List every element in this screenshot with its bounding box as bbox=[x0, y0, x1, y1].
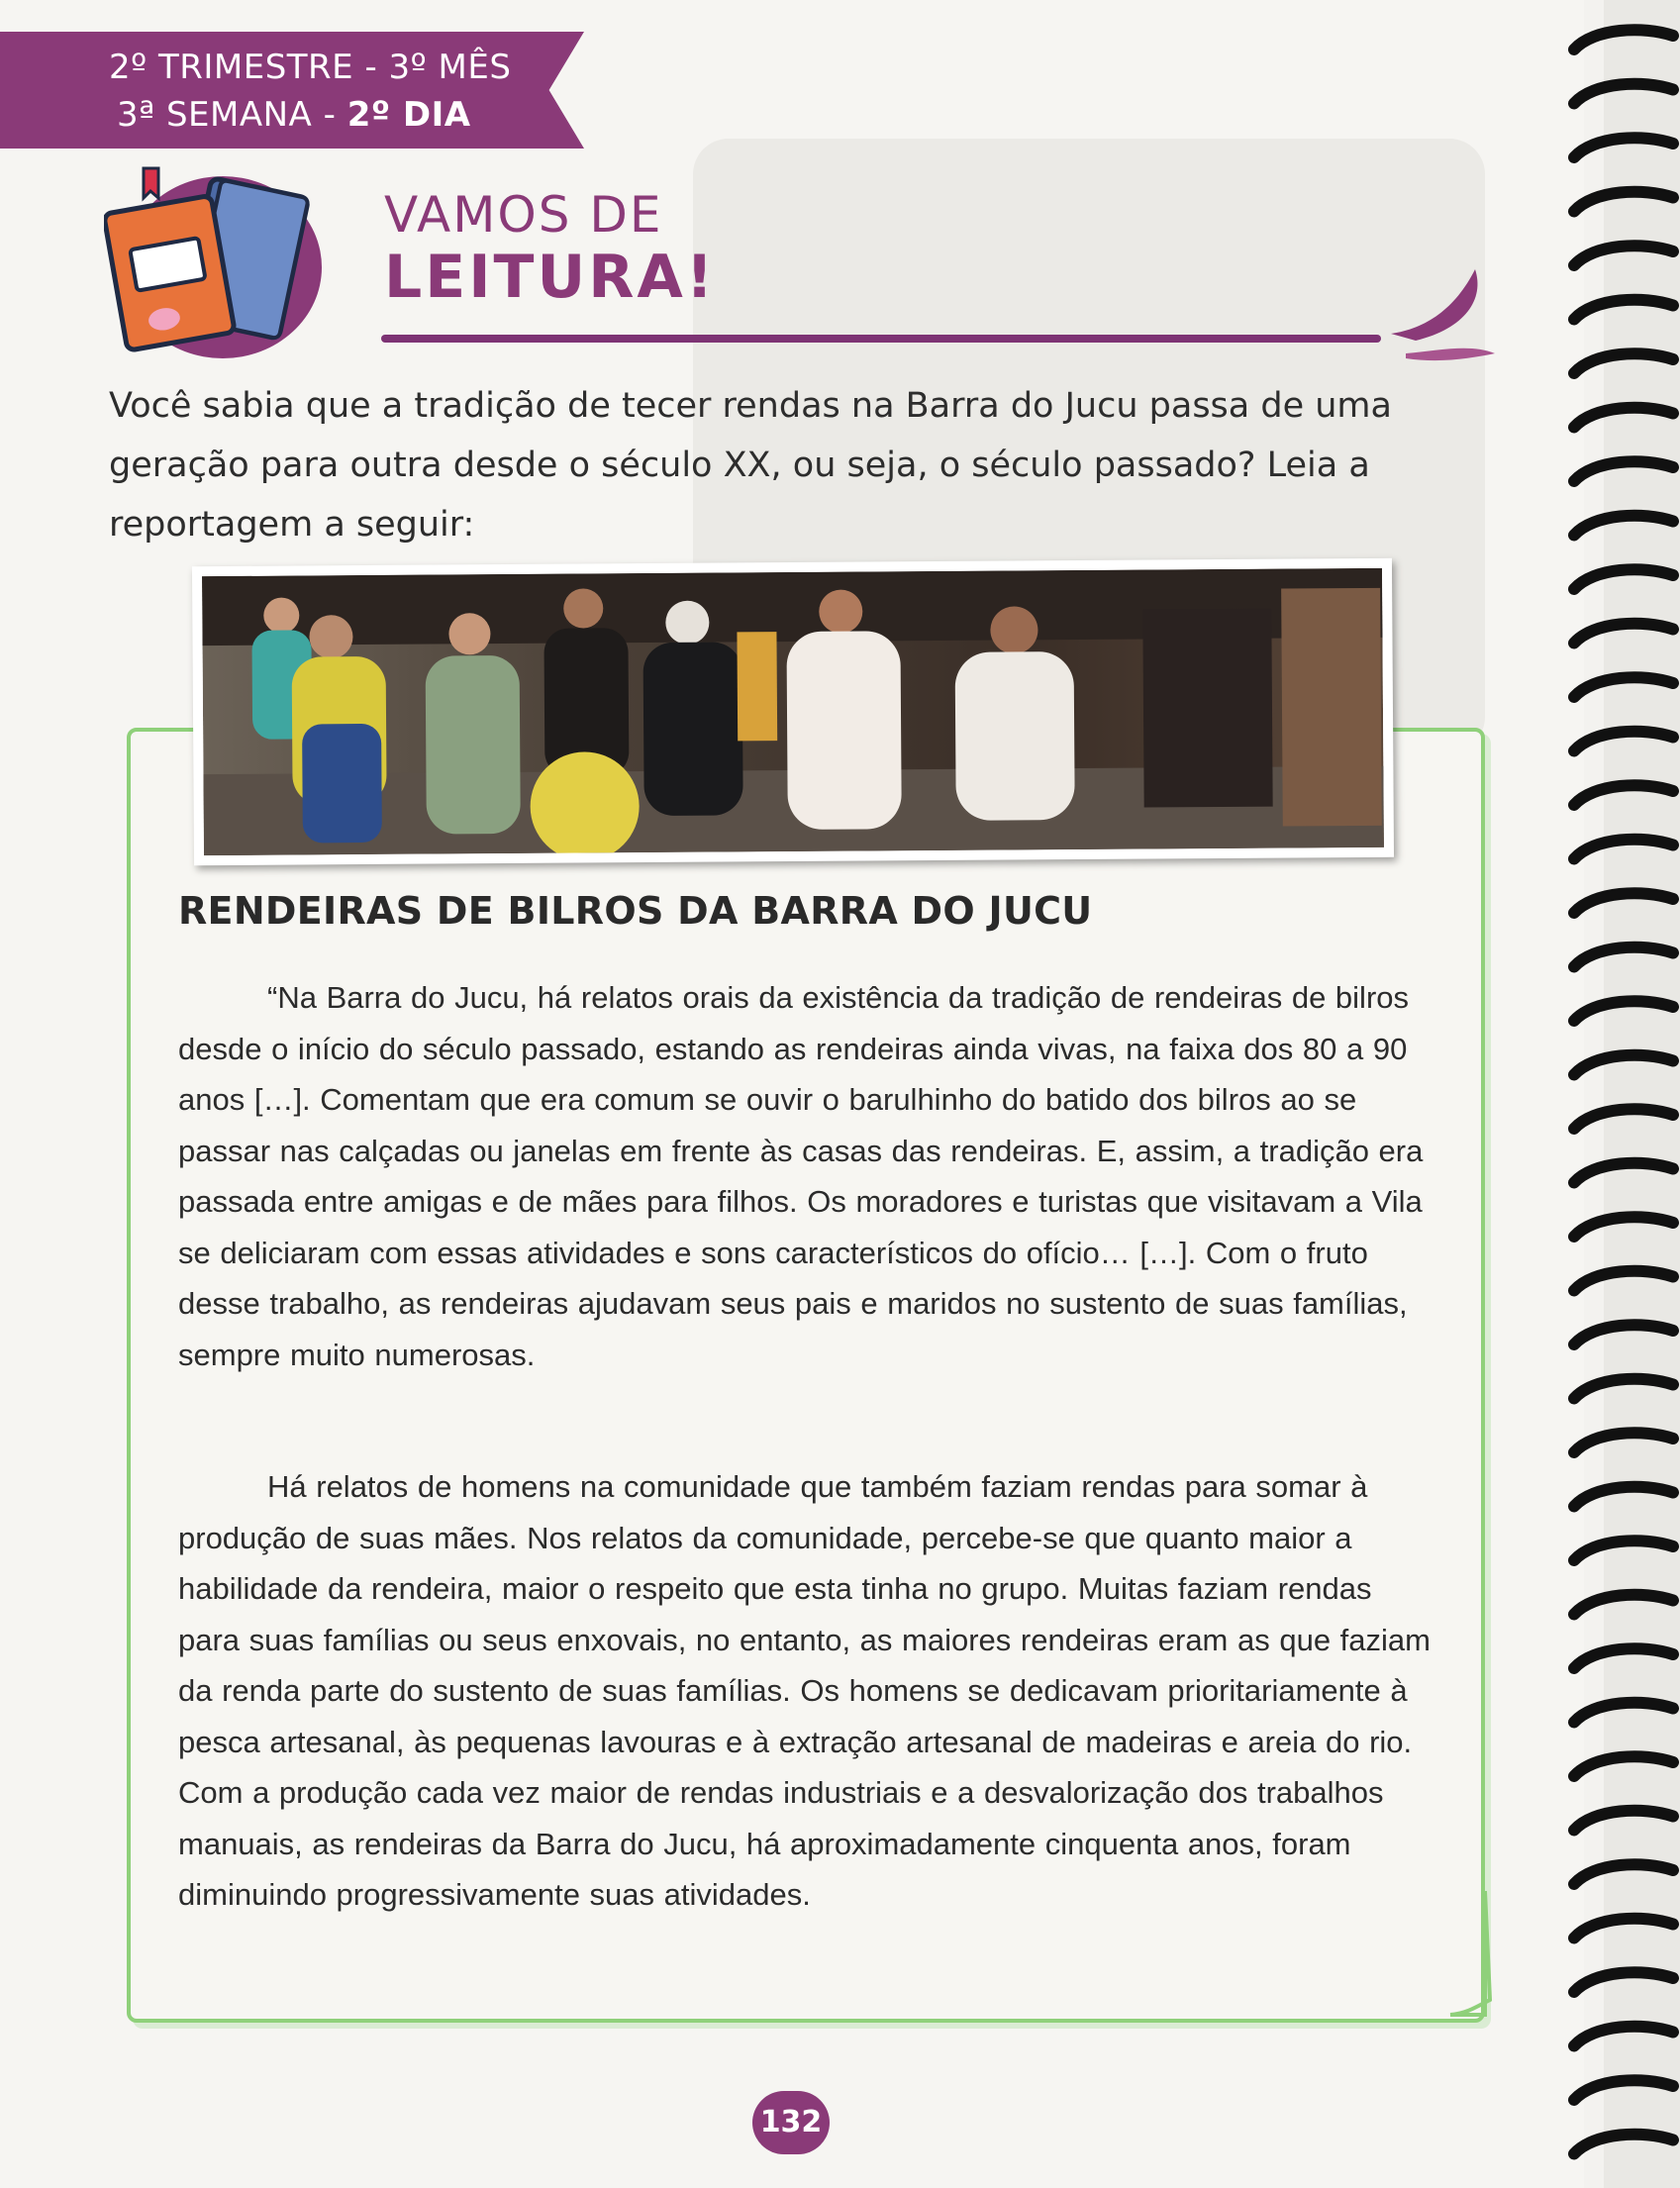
rendeiras-photo bbox=[192, 558, 1394, 865]
article-paragraph-2: Há relatos de homens na comunidade que também faziam rendas para somar à produção de suas mães. Nos relatos da comunidade, percebe-se que quanto maior a habilidade da rendeira, maior o respeito que esta tinha no grupo. Muitas faziam rendas para suas famílias ou seus enxovais, no entanto, as maiores rendeiras eram as que faziam da renda parte do sustento de suas famílias. Os homens se dedicavam prioritariamente à pesca artesanal, às pequenas lavouras e à extração artesanal de madeiras e areia do rio. Com a produção cada vez maior de rendas industriais e a desvalorização dos trabalhos manuais, as rendeiras da Barra do Jucu, há aproximadamente cinquenta anos, foram diminuindo progressivamente suas atividades. bbox=[178, 1469, 1431, 1912]
week-label: 3ª SEMANA - 2º DIA bbox=[117, 95, 471, 135]
swoosh-icon bbox=[1386, 259, 1505, 378]
article-title: RENDEIRAS DE BILROS DA BARRA DO JUCU bbox=[178, 889, 1093, 933]
section-title-line2: LEITURA! bbox=[384, 243, 717, 312]
spiral-binding bbox=[1564, 0, 1680, 2188]
page-number: 132 bbox=[752, 2091, 830, 2154]
title-underline bbox=[381, 335, 1381, 343]
section-title-line1: VAMOS DE bbox=[384, 186, 663, 244]
article-paragraph-1: “Na Barra do Jucu, há relatos orais da existência da tradição de rendeiras de bilros desde o início do século passado, estando as rendeiras ainda vivas, na faixa dos 80 a 90 anos […]. Comentam que era comum se ouvir o barulhinho do batido dos bilros ao se passar nas calçadas ou janelas em frente às casas das rendeiras. E, assim, a tradição era passada entre amigas e de mães para filhos. Os moradores e turistas que visitavam a Vila se deliciaram com essas atividades e sons característicos do ofício… […]. Com o fruto desse trabalho, as rendeiras ajudavam seus pais e maridos no sustento de suas famílias, sempre muito numerosas. bbox=[178, 980, 1424, 1372]
section-title bbox=[384, 186, 717, 312]
card-fold-decoration bbox=[1445, 1891, 1534, 2020]
day-label: 2º DIA bbox=[346, 95, 471, 135]
trimester-label: 2º TRIMESTRE - 3º MÊS bbox=[109, 48, 512, 87]
intro-text: Você sabia que a tradição de tecer rendas na Barra do Jucu passa de uma geração para outra desde o século XX, ou seja, o século passado? Leia a reportagem a seguir: bbox=[109, 386, 1392, 545]
books-icon bbox=[104, 158, 332, 361]
